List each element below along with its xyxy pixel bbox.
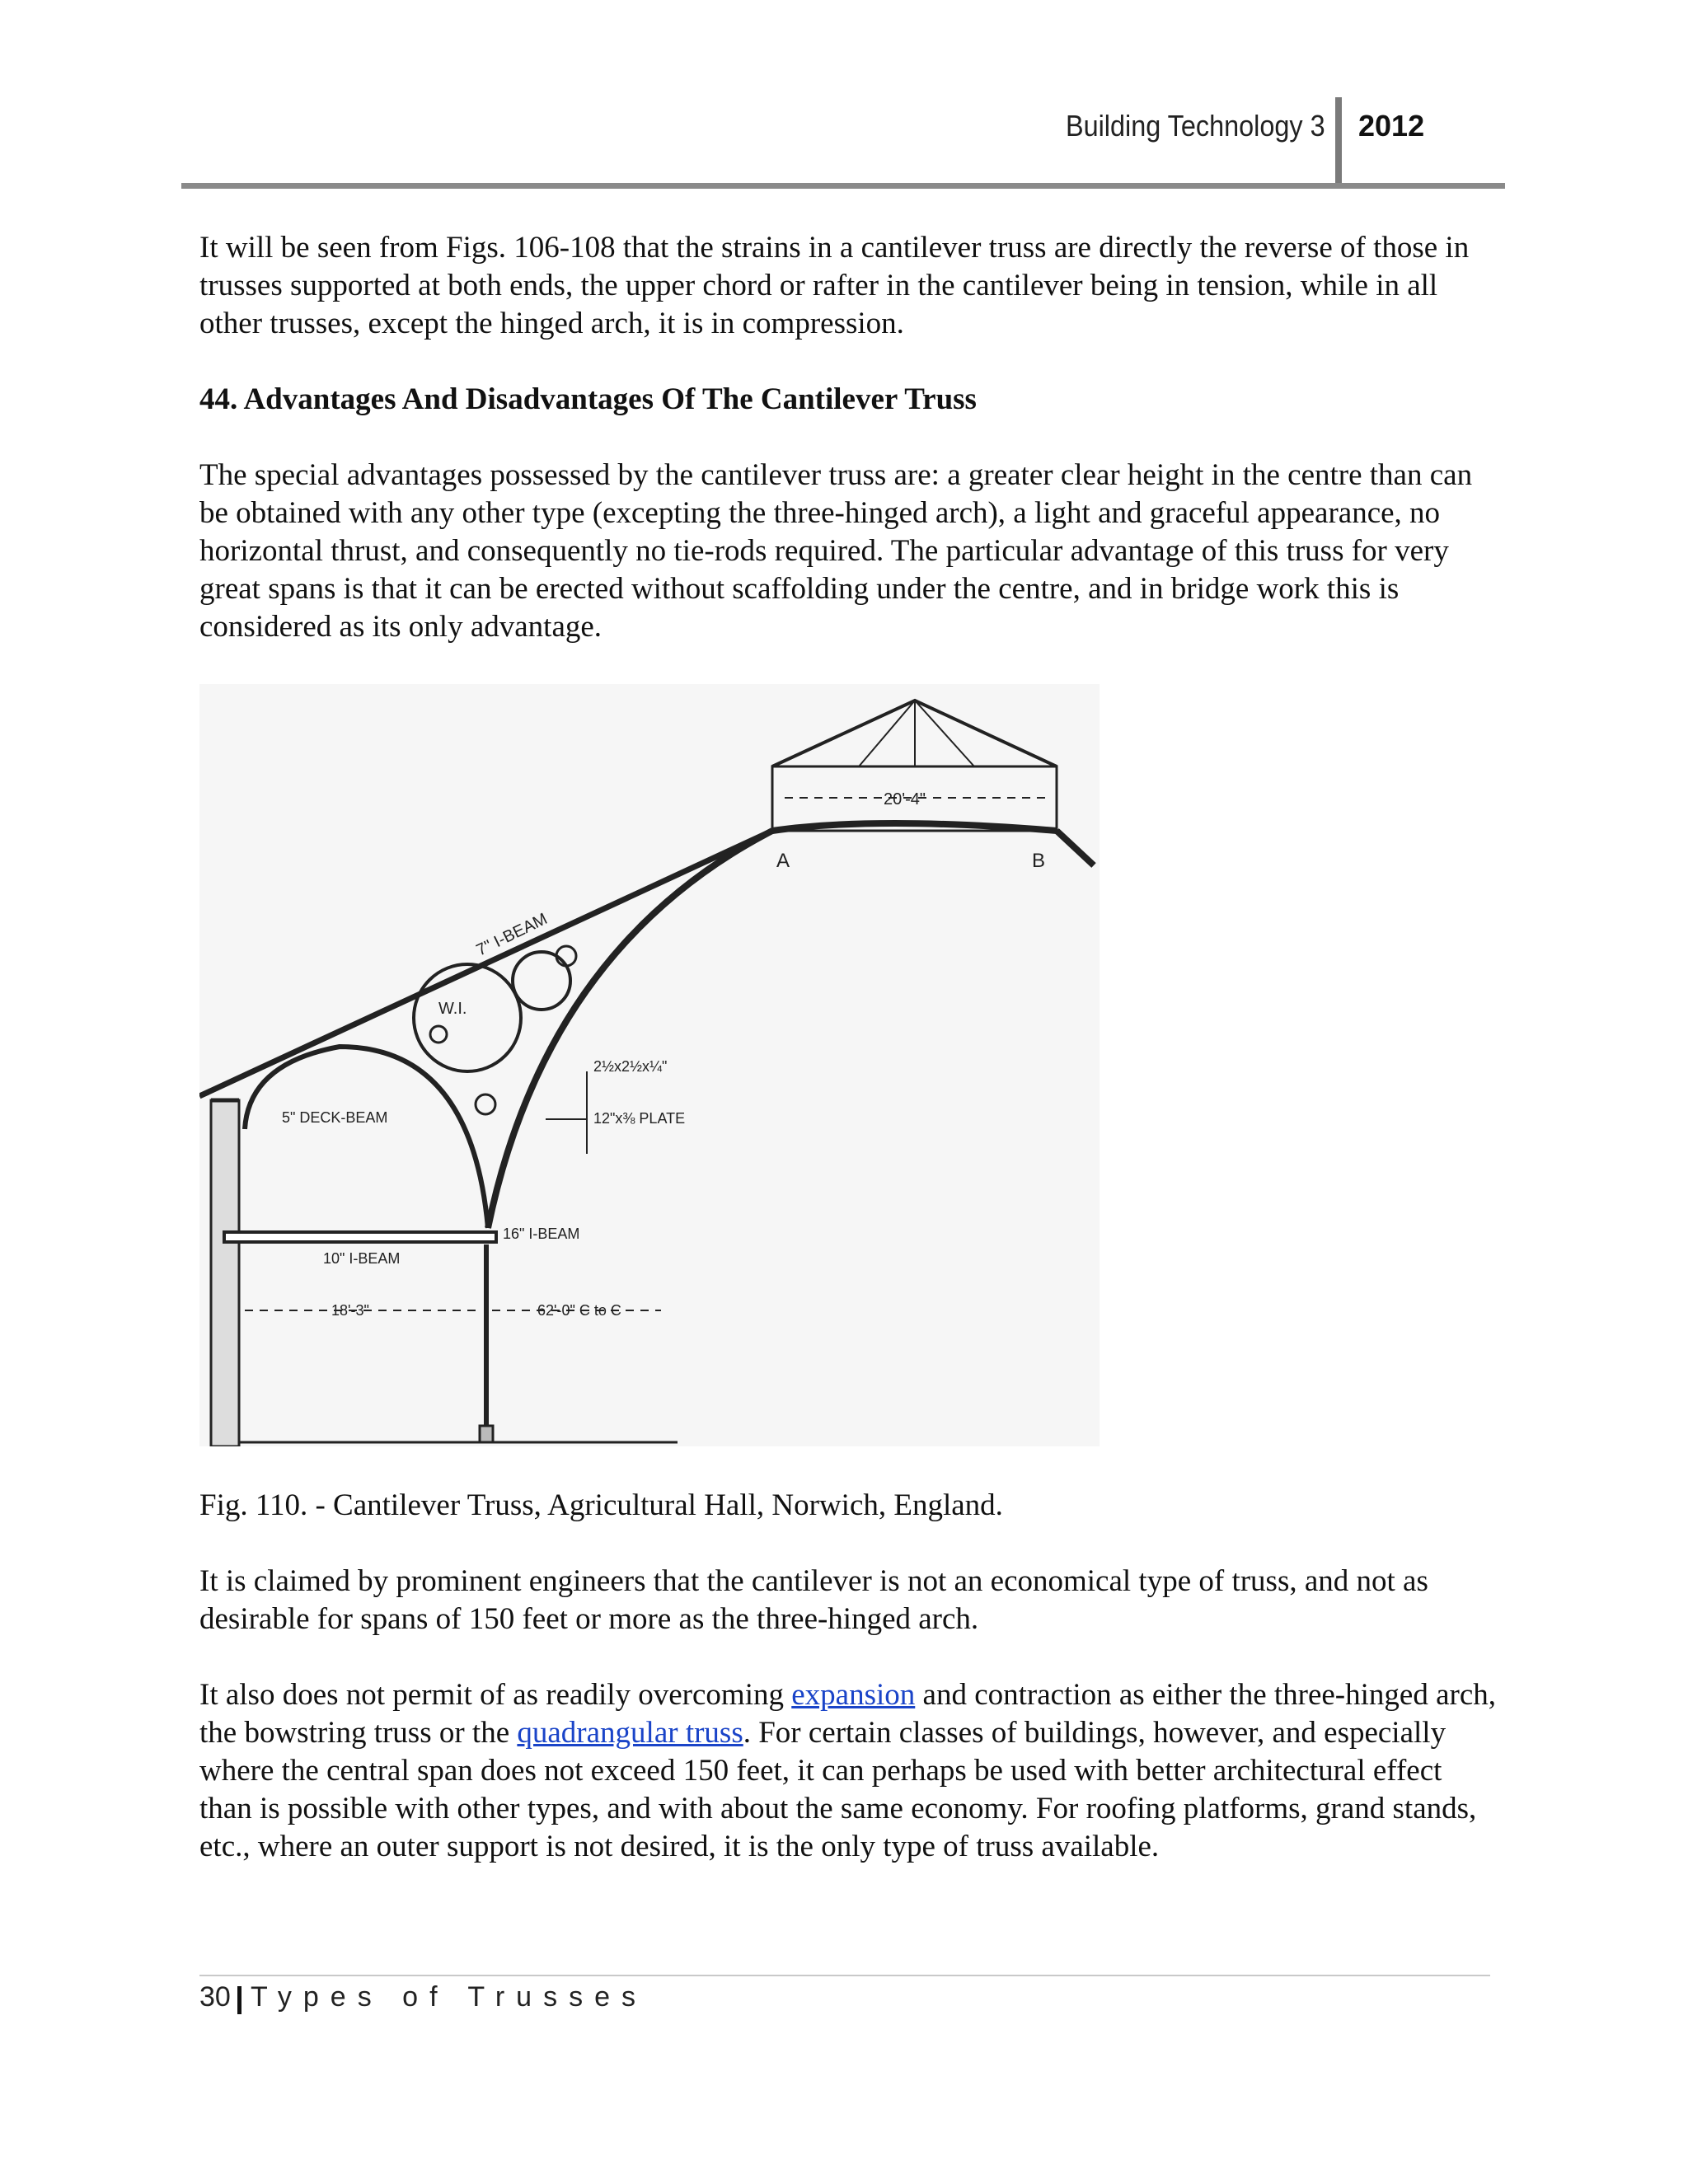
- inner-arch: [245, 1047, 488, 1228]
- text-segment: It also does not permit of as readily overcoming: [199, 1678, 792, 1712]
- truss-drawing: [199, 684, 1100, 1446]
- figure-cantilever-truss: [199, 684, 1100, 1446]
- label-deck-beam: 5" DECK-BEAM: [282, 1109, 388, 1126]
- header-title: Building Technology 3: [1066, 109, 1325, 143]
- body-top: [199, 229, 1502, 646]
- paragraph-advantages: The special advantages possessed by the cantilever truss are: a greater clear height in the centre than can be obtained with any other type (excepting the three-hinged arch), a light and graceful appearance, no horizontal thrust, and consequently no tie-rods required. The particular advantage of this truss for very great spans is that it can be erected without scaffolding under the centre, and in bridge work this is considered as its only advantage.: [199, 458, 1473, 644]
- label-10-ibeam: 10" I-BEAM: [323, 1250, 401, 1267]
- label-dim-left: 18'-3": [331, 1302, 369, 1319]
- label-7-ibeam: 7" I-BEAM: [473, 910, 551, 960]
- header-divider: [1335, 97, 1342, 186]
- label-point-b: B: [1032, 850, 1046, 872]
- label-span-top: 20'-4": [884, 790, 926, 808]
- footer-separator: [237, 1986, 241, 2014]
- paragraph-strains: It will be seen from Figs. 106-108 that the strains in a cantilever truss are directly the reverse of those in trusses supported at both ends, the upper chord or rafter in the cantilever being in tension, while in all other trusses, except the hinged arch, it is in compression.: [199, 231, 1470, 340]
- link-quadrangular-truss[interactable]: quadrangular truss: [517, 1716, 743, 1750]
- header-year: 2012: [1358, 109, 1425, 143]
- label-point-a: A: [776, 850, 790, 872]
- left-wall: [211, 1100, 239, 1446]
- text-segment: and contraction as either the three-hinged arch, the bowstring truss or the: [199, 1678, 1496, 1750]
- footer-page-number: 30: [199, 1981, 231, 2013]
- label-16-ibeam: 16" I-BEAM: [503, 1226, 580, 1242]
- footer-section-title: Types of Trusses: [251, 1981, 647, 2013]
- main-arch: [488, 831, 772, 1228]
- floor-beam: [224, 1232, 496, 1242]
- section-heading: 44. Advantages And Disadvantages Of The Cantilever Truss: [199, 382, 977, 416]
- header-rule: [181, 183, 1505, 189]
- link-expansion[interactable]: expansion: [791, 1678, 916, 1712]
- text-segment: . For certain classes of buildings, however, and especially where the central span does not exceed 150 feet, it can perhaps be used with better architectural effect than is possible with other types, and with about the same economy. For roofing platforms, grand stands, etc., where an outer support is not desired, it is the only type of truss available.: [199, 1716, 1477, 1863]
- footer-rule: [199, 1975, 1490, 1976]
- label-plate: 12"x⅜ PLATE: [593, 1110, 686, 1127]
- label-wi: W.I.: [438, 1000, 467, 1018]
- label-dim-right: 62'-0" C to C: [537, 1302, 621, 1319]
- body-bottom: [199, 1563, 1502, 1866]
- rafter: [199, 831, 772, 1096]
- label-angles: 2½x2½x¼": [593, 1058, 668, 1075]
- figure-caption: Fig. 110. - Cantilever Truss, Agricultural Hall, Norwich, England.: [199, 1488, 1003, 1522]
- paragraph-expansion: [199, 1676, 1502, 1866]
- paragraph-economy: It is claimed by prominent engineers that the cantilever is not an economical type of truss, and not as desirable for spans of 150 feet or more as the three-hinged arch.: [199, 1564, 1428, 1636]
